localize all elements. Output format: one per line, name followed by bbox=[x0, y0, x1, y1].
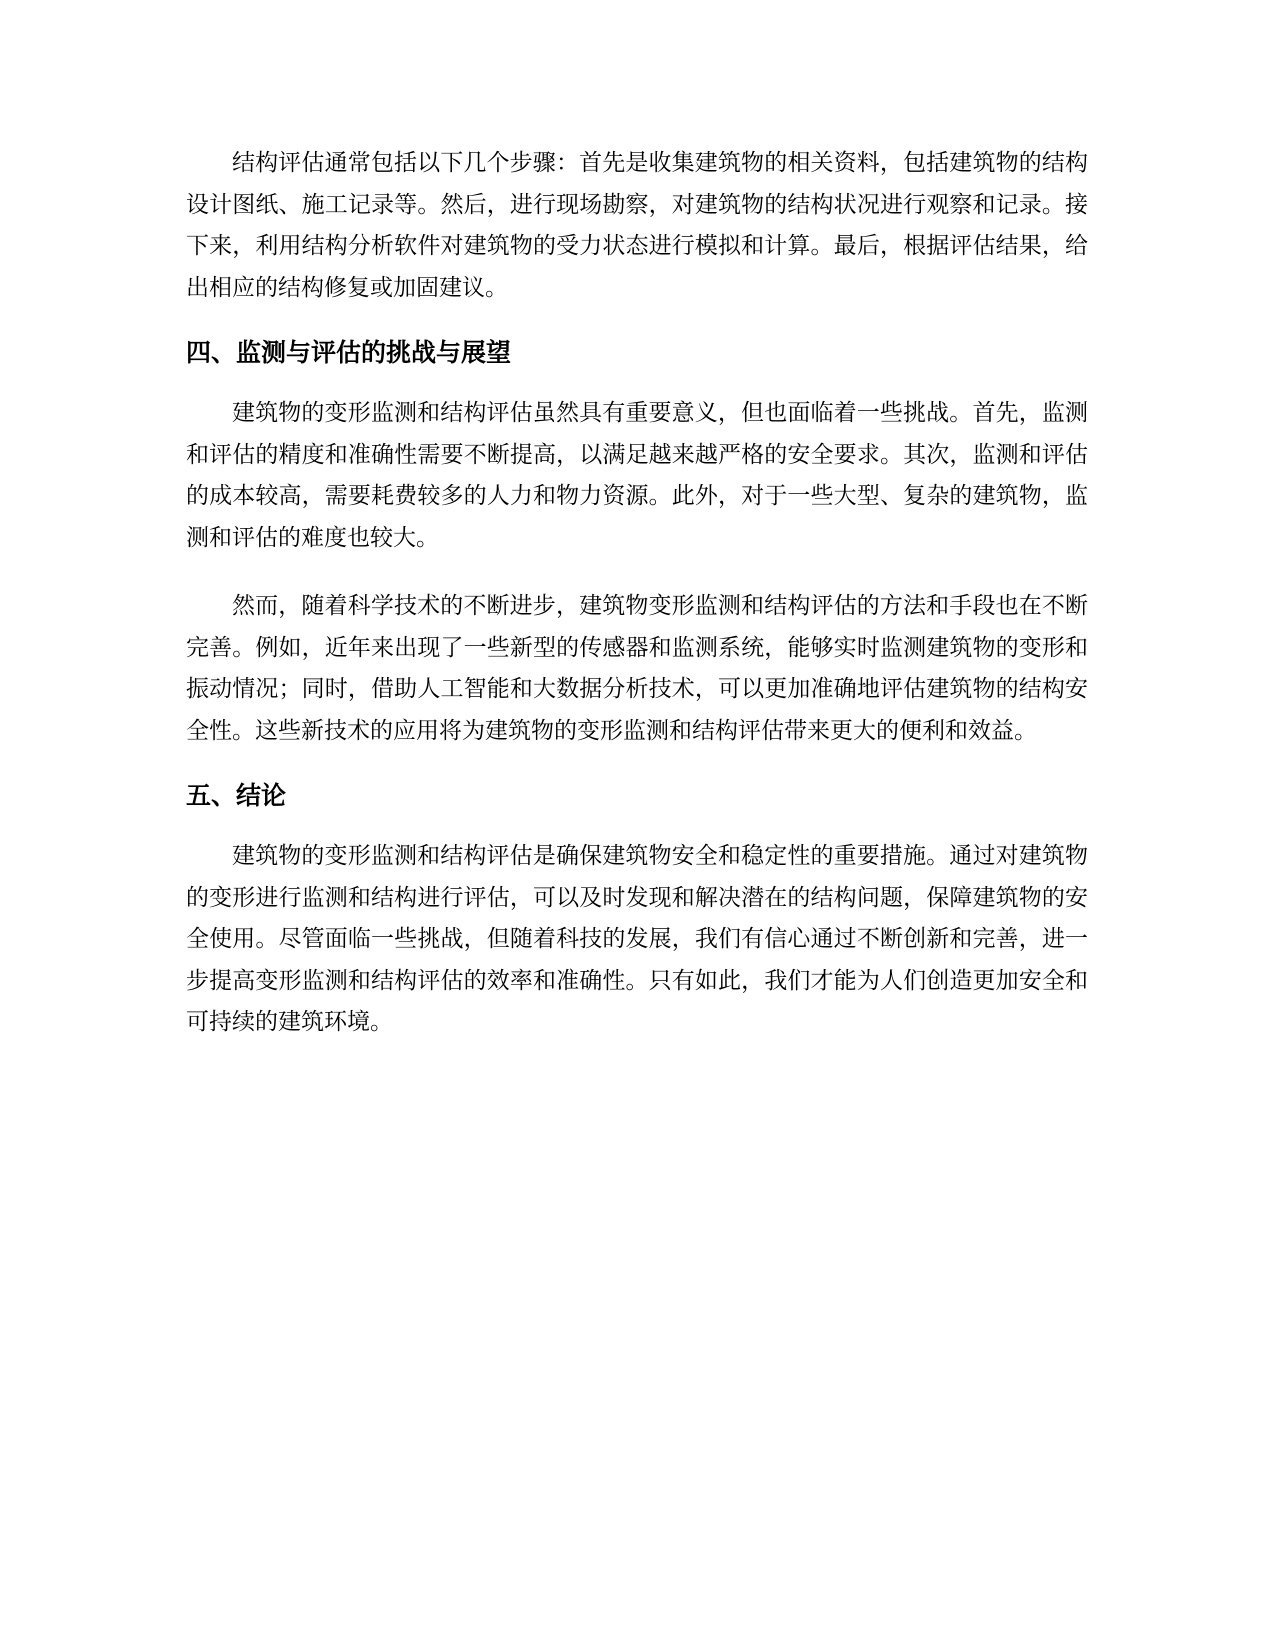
paragraph-conclusion: 建筑物的变形监测和结构评估是确保建筑物安全和稳定性的重要措施。通过对建筑物的变形进行监测和结构进行评估，可以及时发现和解决潜在的结构问题，保障建筑物的安全使用。尽管面临一些挑战，但随着科技的发展，我们有信心通过不断创新和完善，进一步提高变形监测和结构评估的效率和准确性。只有如此，我们才能为人们创造更加安全和可持续的建筑环境。 bbox=[186, 843, 1088, 1035]
section-heading-challenges: 四、监测与评估的挑战与展望 bbox=[186, 338, 512, 367]
paragraph-challenges: 建筑物的变形监测和结构评估虽然具有重要意义，但也面临着一些挑战。首先，监测和评估的精度和准确性需要不断提高，以满足越来越严格的安全要求。其次，监测和评估的成本较高，需要耗费较多的人力和物力资源。此外，对于一些大型、复杂的建筑物，监测和评估的难度也较大。 bbox=[186, 400, 1088, 551]
document-body bbox=[186, 143, 1088, 1044]
paragraph-outlook: 然而，随着科学技术的不断进步，建筑物变形监测和结构评估的方法和手段也在不断完善。例如，近年来出现了一些新型的传感器和监测系统，能够实时监测建筑物的变形和振动情况；同时，借助人工智能和大数据分析技术，可以更加准确地评估建筑物的结构安全性。这些新技术的应用将为建筑物的变形监测和结构评估带来更大的便利和效益。 bbox=[186, 593, 1088, 744]
section-heading-conclusion: 五、结论 bbox=[186, 781, 287, 810]
paragraph-structural-assessment-steps: 结构评估通常包括以下几个步骤：首先是收集建筑物的相关资料，包括建筑物的结构设计图纸、施工记录等。然后，进行现场勘察，对建筑物的结构状况进行观察和记录。接下来，利用结构分析软件对建筑物的受力状态进行模拟和计算。最后，根据评估结果，给出相应的结构修复或加固建议。 bbox=[186, 150, 1088, 301]
